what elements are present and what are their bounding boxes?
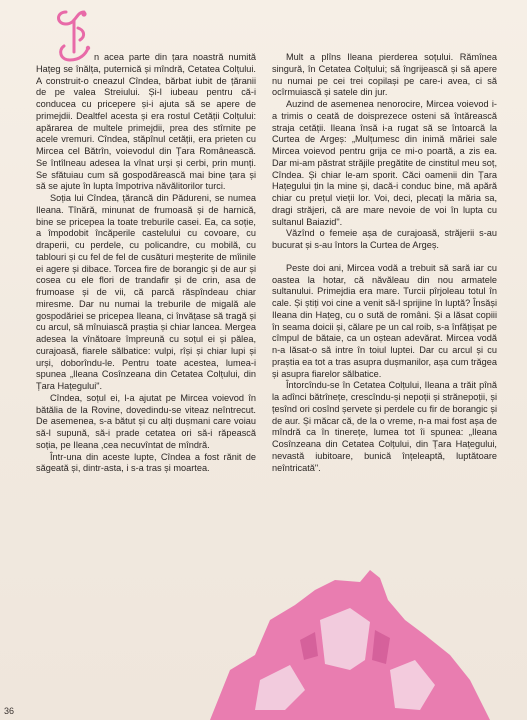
- paragraph: Mult a plîns Ileana pierderea soțului. Rămînea singură, în Cetatea Colțului; să îngrijească și să apere nu numai pe cei trei copilași pe care-i avea, ci să ocîrmuiască și satele din jur.: [272, 52, 497, 98]
- paragraph: Văzînd o femeie așa de curajoasă, străjerii s-au bucurat și s-au întors la Curtea de Argeș.: [272, 228, 497, 250]
- paragraph-text: n acea parte din țara noastră numită Hațeg se înălța, puternică și mîndră, Cetatea Colțului. A construit-o cneazul Cîndea, bărbat iubit de țăranii de pe valea Streiului. Și-l iubeau pentru că-i conducea cu pricepere și-i ajuta să se apere de primejdii. Dealtfel acesta și era rostul Cetății Colțului: apărarea de multele primejdii, prea des stîrnite pe acele vremuri. Cîndea, stăpînul cetății, era prieten cu Mircea cel Bătrîn, voievodul din Țara Românească. Se întîlneau adesea la vînat urși și cerbi, prin munți. Se sfătuiau cum să gospodărească mai bine țara și să se ajute în lupta împotriva năvălitorilor turci.: [36, 52, 256, 192]
- paragraph: Peste doi ani, Mircea vodă a trebuit să sară iar cu oastea la hotar, că năvăleau din nou armatele sultanului. Primejdia era mare. Turcii pîrjoleau totul în cale. Și știți voi cine a venit să-l sprijine în luptă? Însăși Ileana din Hațeg, cu o sută de români. Și a lăsat copiii în seama doicii și, călare pe un cal roib, s-a înfățișat pe cîmpul de bătaie, ca un oștean adevărat. Mircea vodă n-a lăsat-o să intre în toiul luptei. Dar cu arcul și cu praștia ea tot a tras asupra dușmanilor, așa cum trăgea și asupra fiarelor sălbatice.: [272, 262, 497, 379]
- left-text-column: [36, 52, 256, 475]
- paragraph: Auzind de asemenea nenorocire, Mircea voievod i-a trimis o ceată de doisprezece osteni să întărească straja cetății. Ileana însă i-a rugat să se întoarcă la Curtea de Argeș: „Mulțumesc din inimă măriei sale Mircea voievod pentru grija ce mi-o poartă, a zis ea. Dar mi-am păstrat străjile pregătite de cinstitul meu soț, Cîndea. Și chiar le-am sporit. Căci oamenii din Țara Hațegului țin la mine și, dacă-i conduc bine, mă apără chiar cu prețul vieții lor. Voi, deci, plecați la măria sa, dragi străjeri, că are mare nevoie de voi în lupta cu sultanul Baiazid".: [272, 99, 497, 227]
- paragraph: Într-una din aceste lupte, Cîndea a fost rănit de săgeată și, dintr-asta, i s-a tras și moartea.: [36, 451, 256, 474]
- paragraph: [36, 52, 256, 193]
- paragraph: Cîndea, soțul ei, l-a ajutat pe Mircea voievod în bătălia de la Rovine, dovedindu-se viteaz neîntrecut. De asemenea, s-a bătut și cu alți dușmani care voiau să-l supună, să-i prade cetatea ori să-i răpească soția, pe Ileana ,cea necuvîntat de mîndră.: [36, 392, 256, 450]
- paragraph: Întorcîndu-se în Cetatea Colțului, Ileana a trăit pînă la adînci bătrînețe, crescîndu-și nepoții și strănepoții, și țesînd ori cosînd șervete și perdele cu fir de borangic și de aur. Și măcar că, de la o vreme, n-a mai fost așa de mîndră ca în tinerețe, lumea tot îi spunea: „Ileana Cosînzeana din Cetatea Colțului, din Țara Hațegului, nevastă iubitoare, bunică înțeleaptă, luptătoare neîntricată".: [272, 380, 497, 473]
- right-text-column: [272, 52, 497, 474]
- page-number: 36: [4, 706, 15, 716]
- paragraph: Soția lui Cîndea, țărancă din Pădureni, se numea Ileana. Tînără, minunat de frumoasă și de harnică, bine se pricepea la toate treburile casei. Ea, ca soție, a împodobit încăperile castelului cu covoare, cu draperii, cu perdele, cu policandre, cu mobilă, cu tablouri și cu fel de fel de cusături meșterite de mîinile ei agere și dibace. Torcea fire de borangic și de aur și cosea cu ele flori de trandafir și de crin, asa de frumoase și de vii, că parcă răspîndeau chiar miresme. Dar nu numai la treburile de migală ale gospodăriei se pricepea Ileana, ci învățase să tragă și cu arcul, să mînuiască praștia și chiar lancea. Mergea adesea la vînătoare împreună cu soțul ei și pălea, curajoasă, fiarele sălbatice: vulpi, rîși și chiar lupi și urși, doborîndu-le. Pentru toate acestea, lumea-i spunea „Ileana Cosînzeana din Cetatea Colțului, din Țara Hațegului".: [36, 193, 256, 391]
